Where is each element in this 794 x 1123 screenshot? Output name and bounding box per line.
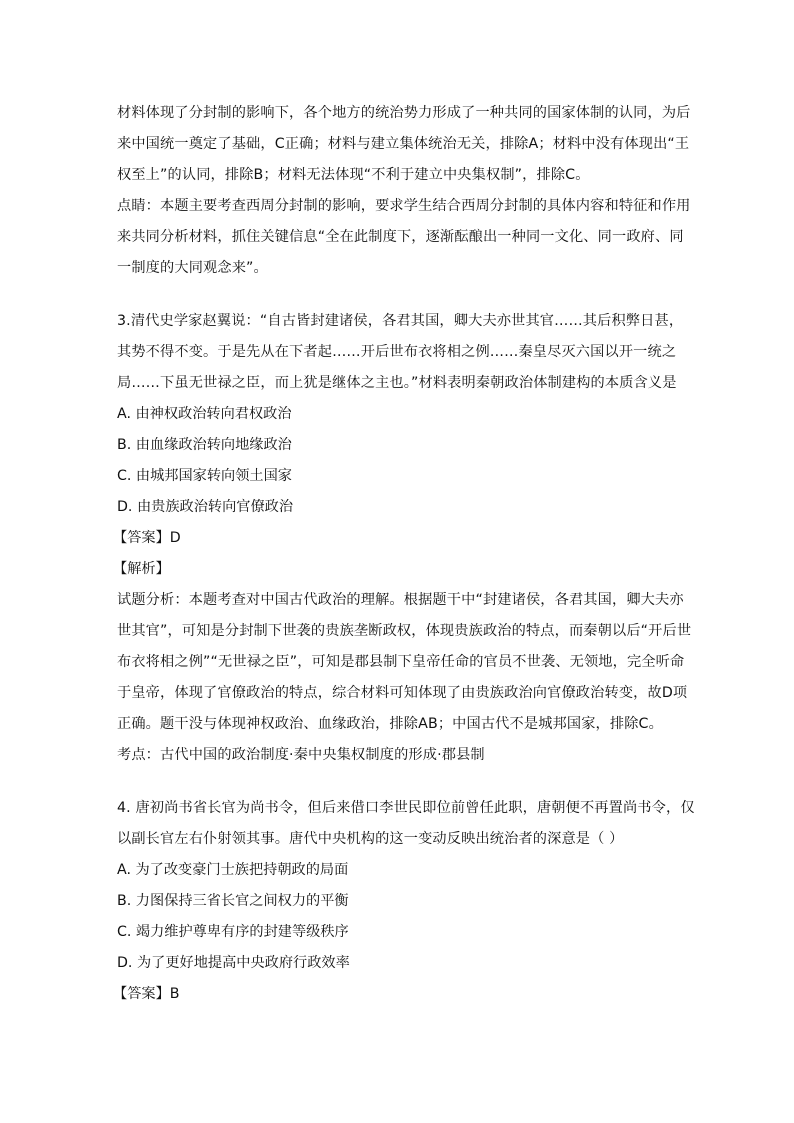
question-stem-line: 3.清代史学家赵翼说：“自古皆封建诸侯，各君其国，卿大夫亦世其官……其后积弊日甚， [117,313,684,329]
option-c: C. 竭力维护尊卑有序的封建等级秩序 [117,924,349,940]
answer-label: 【答案】B [113,986,180,1002]
option-a: A. 为了改变豪门士族把持朝政的局面 [117,862,349,878]
option-a: A. 由神权政治转向君权政治 [117,406,292,422]
analysis-heading: 【解析】 [113,561,170,577]
document-page [113,98,695,1010]
previous-question-analysis [117,98,692,284]
text-line: 一制度的大同观念来”。 [117,260,268,276]
text-line: 点睛：本题主要考查西周分封制的影响，要求学生结合西周分封制的具体内容和特征和作用 [117,198,691,214]
analysis-line: 试题分析：本题考查对中国古代政治的理解。根据题干中“封建诸侯，各君其国，卿大夫亦 [117,592,684,608]
analysis-line: 正确。题干没与体现神权政治、血缘政治，排除AB；中国古代不是城邦国家，排除C。 [117,716,663,732]
option-b: B. 力图保持三省长官之间权力的平衡 [117,893,349,909]
spacer [117,284,692,306]
text-line: 来共同分析材料，抓住关键信息“全在此制度下，逐渐酝酿出一种同一文化、同一政府、同 [117,229,684,245]
question-stem-line: 其势不得不变。于是先从在下者起……开后世布衣将相之例……秦皇尽灭六国以开一统之 [117,344,677,360]
option-b: B. 由血缘政治转向地缘政治 [117,437,292,453]
analysis-line: 于皇帝，体现了官僚政治的特点，综合材料可知体现了由贵族政治向官僚政治转变，故D项 [117,685,688,701]
question-3 [113,306,692,771]
question-stem-line: 局……下虽无世禄之臣，而上犹是继体之主也。”材料表明秦朝政治体制建构的本质含义是 [117,375,677,391]
option-d: D. 由贵族政治转向官僚政治 [117,499,294,515]
question-4 [113,793,695,1010]
question-stem-line: 以副长官左右仆射领其事。唐代中央机构的这一变动反映出统治者的深意是（ ） [117,831,624,847]
analysis-line: 布衣将相之例”“无世禄之臣”，可知是郡县制下皇帝任命的官员不世袭、无领地，完全听命 [117,654,685,670]
text-line: 来中国统一奠定了基础，C正确；材料与建立集体统治无关，排除A；材料中没有体现出“王 [117,136,690,152]
text-line: 权至上”的认同，排除B；材料无法体现“不利于建立中央集权制”，排除C。 [117,167,590,183]
option-c: C. 由城邦国家转向领土国家 [117,468,292,484]
knowledge-point: 考点：古代中国的政治制度·秦中央集权制度的形成·郡县制 [117,747,485,763]
answer-label: 【答案】D [113,530,181,546]
question-stem-line: 4. 唐初尚书省长官为尚书令，但后来借口李世民即位前曾任此职，唐朝便不再置尚书令，仅 [117,800,695,816]
text-line: 材料体现了分封制的影响下，各个地方的统治势力形成了一种共同的国家体制的认同，为后 [117,105,691,121]
analysis-line: 世其官”，可知是分封制下世袭的贵族垄断政权，体现贵族政治的特点，而秦朝以后“开后世 [117,623,692,639]
spacer [117,771,692,793]
option-d: D. 为了更好地提高中央政府行政效率 [117,955,350,971]
